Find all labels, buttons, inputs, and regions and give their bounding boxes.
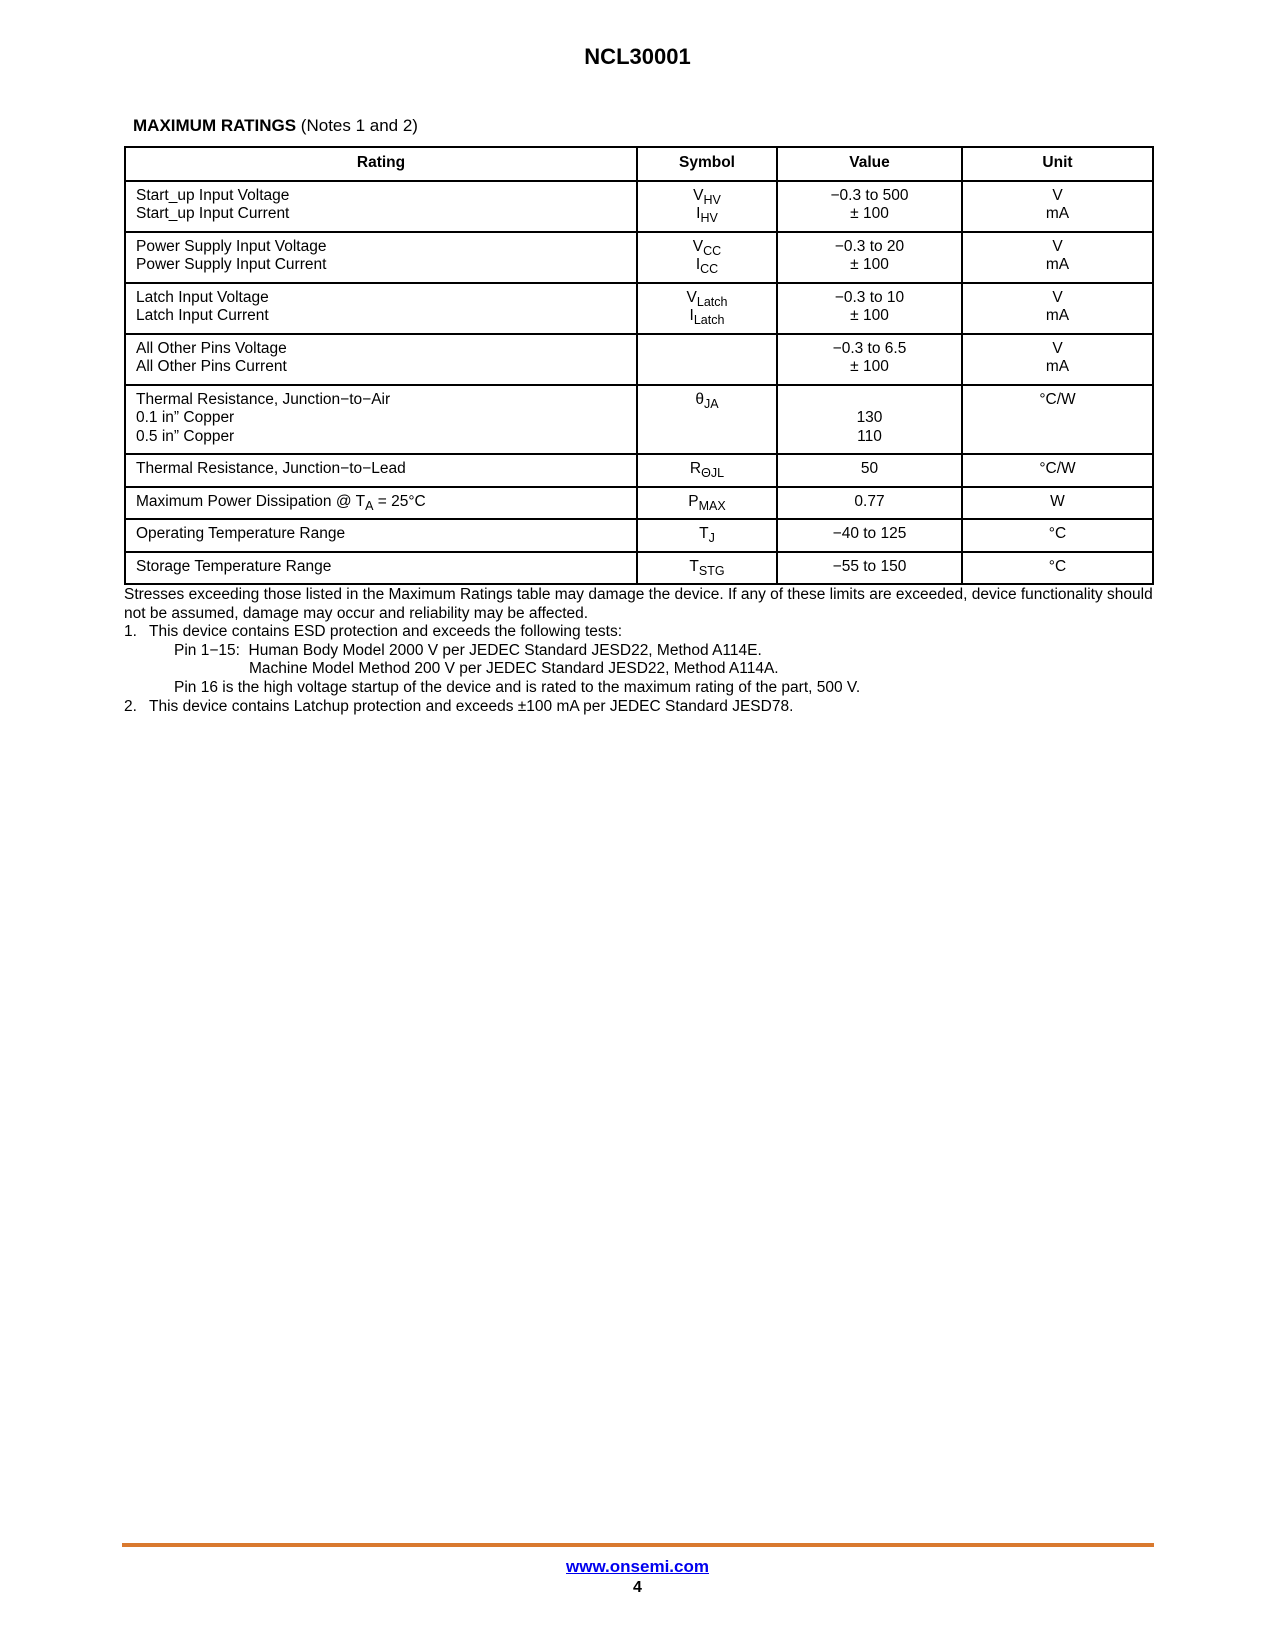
- page-number: 4: [633, 1579, 642, 1596]
- website-link[interactable]: www.onsemi.com: [566, 1557, 709, 1576]
- rating-cell: [125, 519, 637, 552]
- symbol-cell: [637, 487, 777, 520]
- value-text: ± 100: [850, 205, 889, 222]
- note-1: [124, 623, 1164, 642]
- col-header-value: Value: [777, 147, 962, 181]
- unit-text: V: [1052, 288, 1063, 306]
- value-text: −0.3 to 10: [834, 288, 905, 306]
- unit-text: V: [1052, 237, 1063, 255]
- table-row: [125, 519, 1153, 552]
- footer-website: [0, 1557, 1275, 1577]
- symbol-cell: [637, 181, 777, 232]
- symbol-cell: [637, 334, 777, 385]
- symbol-cell: [637, 552, 777, 585]
- rating-text: Power Supply Input Voltage: [136, 237, 327, 255]
- value-text: 110: [857, 427, 882, 445]
- symbol-cell: [637, 454, 777, 487]
- value-cell: [777, 487, 962, 520]
- rating-cell: [125, 181, 637, 232]
- rating-cell: [125, 283, 637, 334]
- value-text: −0.3 to 20: [834, 237, 905, 255]
- rating-text: Latch Input Current: [136, 307, 269, 324]
- note-2: [124, 698, 1164, 717]
- table-header-row: [125, 147, 1153, 181]
- rating-text: Latch Input Voltage: [136, 288, 269, 306]
- unit-text: mA: [1045, 358, 1070, 375]
- rating-cell: [125, 487, 637, 520]
- table-row: [125, 487, 1153, 520]
- symbol-text: $T_J$: [699, 525, 715, 545]
- unit-cell: [962, 519, 1153, 552]
- section-heading: MAXIMUM RATINGS: [133, 116, 297, 135]
- table-row: [125, 283, 1153, 334]
- symbol-text: $T_{STG}$: [689, 557, 725, 578]
- table-row: [125, 385, 1153, 455]
- value-text: −0.3 to 500: [830, 186, 909, 204]
- value-text: 130: [856, 409, 883, 426]
- unit-cell: [962, 454, 1153, 487]
- value-cell: [777, 385, 962, 455]
- section-subtitle: (Notes 1 and 2): [300, 116, 418, 135]
- rating-text: All Other Pins Voltage: [136, 339, 287, 357]
- symbol-text: $V_{Latch}$: [686, 288, 728, 309]
- table-row: [125, 181, 1153, 232]
- table-row: [125, 334, 1153, 385]
- value-cell: [777, 552, 962, 585]
- value-cell: [777, 454, 962, 487]
- symbol-cell: [637, 385, 777, 455]
- table-row: [125, 232, 1153, 283]
- unit-cell: [962, 385, 1153, 455]
- footer-divider: [122, 1543, 1154, 1547]
- unit-text: V: [1052, 186, 1063, 204]
- rating-cell: [125, 385, 637, 455]
- value-cell: [777, 181, 962, 232]
- rating-cell: [125, 454, 637, 487]
- unit-cell: [962, 334, 1153, 385]
- unit-text: mA: [1045, 205, 1070, 222]
- note-1-pin16: Pin 16 is the high voltage startup of the device and is rated to the maximum rating of the part, 500 V.: [174, 678, 861, 696]
- symbol-text: $R_{\Theta JL}$: [689, 460, 725, 480]
- section-title: [133, 116, 418, 136]
- value-text: −0.3 to 6.5: [832, 339, 907, 357]
- max-ratings-table: [124, 146, 1154, 585]
- note-1-pin-range: Pin 1−15: Human Body Model 2000 V per JEDEC Standard JESD22, Method A114E.: [174, 641, 762, 659]
- unit-cell: [962, 232, 1153, 283]
- unit-text: °C/W: [1039, 390, 1076, 408]
- note-1-machine-model: Machine Model Method 200 V per JEDEC Standard JESD22, Method A114A.: [249, 660, 779, 678]
- unit-text: °C/W: [1039, 460, 1076, 477]
- symbol-text: $V_{HV}$: [693, 186, 721, 207]
- value-cell: [777, 334, 962, 385]
- col-header-unit: Unit: [962, 147, 1153, 181]
- note-1-number: 1.: [124, 623, 137, 641]
- symbol-text: $I_{HV}$: [696, 205, 718, 225]
- stress-note: Stresses exceeding those listed in the Maximum Ratings table may damage the device. If any of these limits are exceeded, device functionality should not be assumed, damage may occur and reliability may be affected.: [124, 586, 1153, 622]
- col-header-symbol: Symbol: [637, 147, 777, 181]
- value-text: [788, 391, 951, 410]
- unit-text: mA: [1045, 256, 1070, 273]
- note-2-text: This device contains Latchup protection and exceeds ±100 mA per JEDEC Standard JESD78.: [149, 697, 794, 715]
- unit-cell: [962, 487, 1153, 520]
- unit-text: W: [1050, 492, 1065, 510]
- unit-cell: [962, 552, 1153, 585]
- value-text: 0.77: [854, 492, 885, 510]
- rating-text: Thermal Resistance, Junction−to−Air: [136, 390, 391, 408]
- table-row: [125, 454, 1153, 487]
- rating-cell: [125, 552, 637, 585]
- symbol-text: $I_{CC}$: [695, 256, 719, 276]
- symbol-cell: [637, 283, 777, 334]
- value-text: 50: [860, 460, 879, 477]
- rating-text: 0.1 in” Copper: [136, 409, 235, 426]
- unit-text: °C: [1048, 525, 1067, 542]
- rating-cell: [125, 232, 637, 283]
- rating-text: Start_up Input Current: [136, 205, 290, 222]
- symbol-text: $I_{Latch}$: [689, 307, 725, 327]
- table-notes: [124, 586, 1164, 716]
- unit-cell: [962, 181, 1153, 232]
- unit-cell: [962, 283, 1153, 334]
- value-cell: [777, 283, 962, 334]
- page-title: NCL30001: [584, 44, 691, 69]
- value-text: −55 to 150: [832, 557, 907, 575]
- note-2-number: 2.: [124, 697, 137, 715]
- rating-text: Power Supply Input Current: [136, 256, 327, 273]
- value-text: −40 to 125: [832, 525, 907, 542]
- value-cell: [777, 519, 962, 552]
- table-row: [125, 552, 1153, 585]
- col-header-rating: Rating: [125, 147, 637, 181]
- symbol-text: $\theta_{JA}$: [695, 390, 719, 411]
- rating-text: Thermal Resistance, Junction−to−Lead: [136, 460, 406, 477]
- value-text: ± 100: [850, 256, 889, 273]
- rating-text: Maximum Power Dissipation @ $T_A = 25^\circ C$: [136, 492, 426, 513]
- unit-text: mA: [1045, 307, 1070, 324]
- unit-text: °C: [1048, 557, 1067, 575]
- rating-text: Storage Temperature Range: [136, 557, 332, 575]
- value-text: ± 100: [850, 307, 889, 324]
- note-1-text: This device contains ESD protection and exceeds the following tests:: [149, 623, 623, 641]
- rating-text: Operating Temperature Range: [136, 525, 346, 542]
- value-cell: [777, 232, 962, 283]
- symbol-cell: [637, 232, 777, 283]
- rating-text: 0.5 in” Copper: [136, 427, 235, 445]
- rating-cell: [125, 334, 637, 385]
- symbol-text: $V_{CC}$: [692, 237, 722, 258]
- rating-text: Start_up Input Voltage: [136, 186, 290, 204]
- rating-text: All Other Pins Current: [136, 358, 287, 375]
- symbol-cell: [637, 519, 777, 552]
- unit-text: V: [1052, 339, 1063, 357]
- value-text: ± 100: [850, 358, 889, 375]
- symbol-text: $P_{MAX}$: [688, 492, 726, 513]
